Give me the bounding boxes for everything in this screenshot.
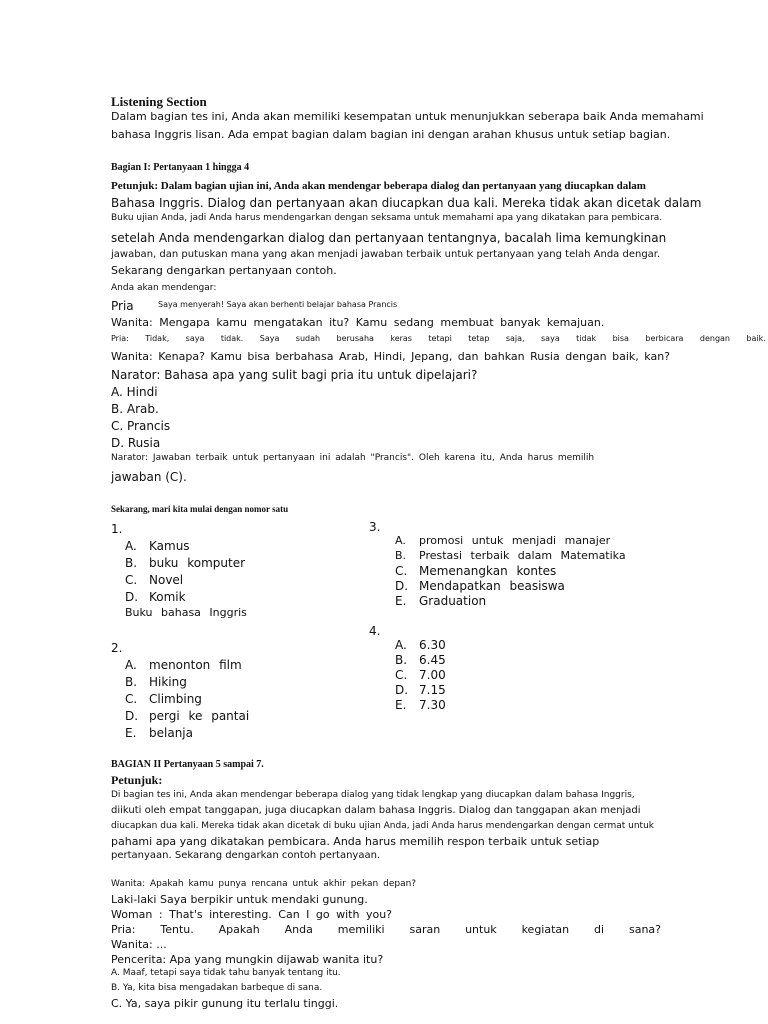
example-option-b: B. Arab. — [111, 402, 159, 416]
p1-word: berbicara — [645, 334, 684, 343]
example-option-a: A. Hindi — [111, 385, 158, 399]
part2-line-5: pertanyaan. Sekarang dengarkan contoh pertanyaan. — [111, 850, 381, 861]
example-narator-answer: Narator: Jawaban terbaik untuk pertanyaan ini adalah "Prancis". Oleh karena itu, Anda harus memilih — [111, 453, 595, 463]
p2-word: untuk — [465, 923, 497, 936]
example-pria-label: Pria — [111, 299, 134, 313]
question-4-number: 4. — [369, 624, 381, 638]
p1-word: tidak — [576, 334, 597, 343]
p2-word: memiliki — [337, 923, 385, 936]
question-4-option-c[interactable]: C. 7.00 — [395, 668, 446, 682]
question-3-option-a[interactable]: A. promosi untuk menjadi manajer — [395, 534, 611, 547]
question-4-option-e[interactable]: E. 7.30 — [395, 698, 446, 712]
question-2-option-c[interactable]: C. Climbing — [125, 692, 202, 706]
part2-example-pria — [111, 923, 661, 936]
p1-word: dengan — [699, 334, 730, 343]
intro-line-1: Dalam bagian tes ini, Anda akan memiliki kesempatan untuk menunjukkan seberapa baik Anda memahami — [111, 110, 704, 123]
p2-word: kegiatan — [521, 923, 570, 936]
question-1-option-d[interactable]: D. Komik — [125, 590, 186, 604]
section-title: Listening Section — [111, 94, 207, 109]
part1-line-3: setelah Anda mendengarkan dialog dan pertanyaan tentangnya, bacalah lima kemungkinan — [111, 231, 667, 245]
question-1-option-a[interactable]: A. Kamus — [125, 539, 190, 553]
question-3-option-b[interactable]: B. Prestasi terbaik dalam Matematika — [395, 549, 626, 562]
example-wanita-1: Wanita: Mengapa kamu mengatakan itu? Kamu sedang membuat banyak kemajuan. — [111, 316, 605, 329]
question-3-option-c[interactable]: C. Memenangkan kontes — [395, 564, 557, 578]
part1-line-5: Sekarang dengarkan pertanyaan contoh. — [111, 264, 337, 277]
question-1-option-c[interactable]: C. Novel — [125, 573, 184, 587]
p1-word: saja, — [505, 334, 525, 343]
question-4-option-a[interactable]: A. 6.30 — [395, 638, 446, 652]
question-2-option-d[interactable]: D. pergi ke pantai — [125, 709, 250, 723]
example-pria-2 — [111, 334, 766, 343]
p1-word: saya — [185, 334, 205, 343]
question-3-option-d[interactable]: D. Mendapatkan beasiswa — [395, 579, 565, 593]
question-2-option-b[interactable]: B. Hiking — [125, 675, 187, 689]
p2-word: Tentu. — [160, 923, 194, 936]
part1-heading: Bagian I: Pertanyaan 1 hingga 4 — [111, 162, 250, 173]
question-1-extra: Buku bahasa Inggris — [125, 606, 247, 619]
question-2-option-a[interactable]: A. menonton film — [125, 658, 242, 672]
example-pria-text: Saya menyerah! Saya akan berhenti belajar bahasa Prancis — [158, 300, 398, 309]
part2-example-wanita-2: Wanita: ... — [111, 938, 167, 951]
p1-word: Saya — [259, 334, 280, 343]
question-4-option-d[interactable]: D. 7.15 — [395, 683, 446, 697]
part2-example-wanita-1: Wanita: Apakah kamu punya rencana untuk akhir pekan depan? — [111, 879, 417, 889]
example-answer: jawaban (C). — [111, 470, 187, 484]
part1-line-4: jawaban, dan putuskan mana yang akan menjadi jawaban terbaik untuk pertanyaan yang telah Anda dengar. — [111, 249, 661, 260]
example-option-d: D. Rusia — [111, 436, 161, 450]
question-1-number: 1. — [111, 522, 123, 536]
question-3-option-e[interactable]: E. Graduation — [395, 594, 487, 608]
question-1-option-b[interactable]: B. buku komputer — [125, 556, 246, 570]
part2-heading: BAGIAN II Pertanyaan 5 sampai 7. — [111, 759, 264, 770]
example-option-c: C. Prancis — [111, 419, 171, 433]
p1-word: saya — [541, 334, 560, 343]
p1-word: tidak. — [220, 334, 244, 343]
part2-option-b: B. Ya, kita bisa mengadakan barbeque di sana. — [111, 983, 323, 993]
p1-word: tetap — [468, 334, 490, 343]
p2-word: di — [594, 923, 605, 936]
question-2-option-e[interactable]: E. belanja — [125, 726, 193, 740]
part2-option-a: A. Maaf, tetapi saya tidak tahu banyak tentang itu. — [111, 968, 341, 978]
question-3-number: 3. — [369, 520, 381, 534]
p2-word: Anda — [284, 923, 313, 936]
intro-line-2: bahasa Inggris lisan. Ada empat bagian dalam bagian ini dengan arahan khusus untuk setiap bagian. — [111, 128, 671, 141]
example-narator-question: Narator: Bahasa apa yang sulit bagi pria itu untuk dipelajari? — [111, 368, 478, 382]
part2-example-laki: Laki-laki Saya berpikir untuk mendaki gunung. — [111, 893, 368, 906]
p2-word: sana? — [628, 923, 661, 936]
part1-line-2: Buku ujian Anda, jadi Anda harus mendengarkan dengan seksama untuk memahami apa yang dikatakan para pembicara. — [111, 213, 663, 223]
part1-line-1: Bahasa Inggris. Dialog dan pertanyaan akan diucapkan dua kali. Mereka tidak akan dicetak dalam — [111, 196, 702, 210]
question-4-option-b[interactable]: B. 6.45 — [395, 653, 446, 667]
p1-word: keras — [390, 334, 412, 343]
p1-word: bisa — [612, 334, 629, 343]
part1-instruction: Petunjuk: Dalam bagian ujian ini, Anda akan mendengar beberapa dialog dan pertanyaan yang diucapkan dalam — [111, 180, 646, 192]
p1-word: Tidak, — [145, 334, 170, 343]
p1-word: Pria: — [111, 334, 129, 343]
p2-word: saran — [409, 923, 441, 936]
example-intro: Anda akan mendengar: — [111, 283, 217, 293]
part2-line-1: Di bagian tes ini, Anda akan mendengar beberapa dialog yang tidak lengkap yang diucapkan dalam bahasa Inggris, — [111, 790, 635, 800]
p2-word: Apakah — [218, 923, 260, 936]
part2-example-woman: Woman : That's interesting. Can I go with you? — [111, 908, 393, 921]
example-wanita-2: Wanita: Kenapa? Kamu bisa berbahasa Arab, Hindi, Jepang, dan bahkan Rusia dengan baik, kan? — [111, 350, 671, 363]
part2-option-c: C. Ya, saya pikir gunung itu terlalu tinggi. — [111, 997, 339, 1010]
question-2-number: 2. — [111, 641, 123, 655]
part2-example-pencerita: Pencerita: Apa yang mungkin dijawab wanita itu? — [111, 953, 384, 966]
part2-line-2: diikuti oleh empat tanggapan, juga diucapkan dalam bahasa Inggris. Dialog dan tanggapan akan menjadi — [111, 805, 641, 816]
start-line: Sekarang, mari kita mulai dengan nomor satu — [111, 504, 289, 514]
p1-word: berusaha — [336, 334, 374, 343]
p1-word: baik. — [746, 334, 766, 343]
p2-word: Pria: — [111, 923, 136, 936]
part2-line-3: diucapkan dua kali. Mereka tidak akan dicetak di buku ujian Anda, jadi Anda harus mendengarkan dengan cermat untuk — [111, 821, 655, 831]
part2-line-4: pahami apa yang dikatakan pembicara. Anda harus memilih respon terbaik untuk setiap — [111, 835, 600, 848]
p1-word: tetapi — [428, 334, 452, 343]
part2-petunjuk: Petunjuk: — [111, 773, 163, 787]
p1-word: sudah — [295, 334, 321, 343]
